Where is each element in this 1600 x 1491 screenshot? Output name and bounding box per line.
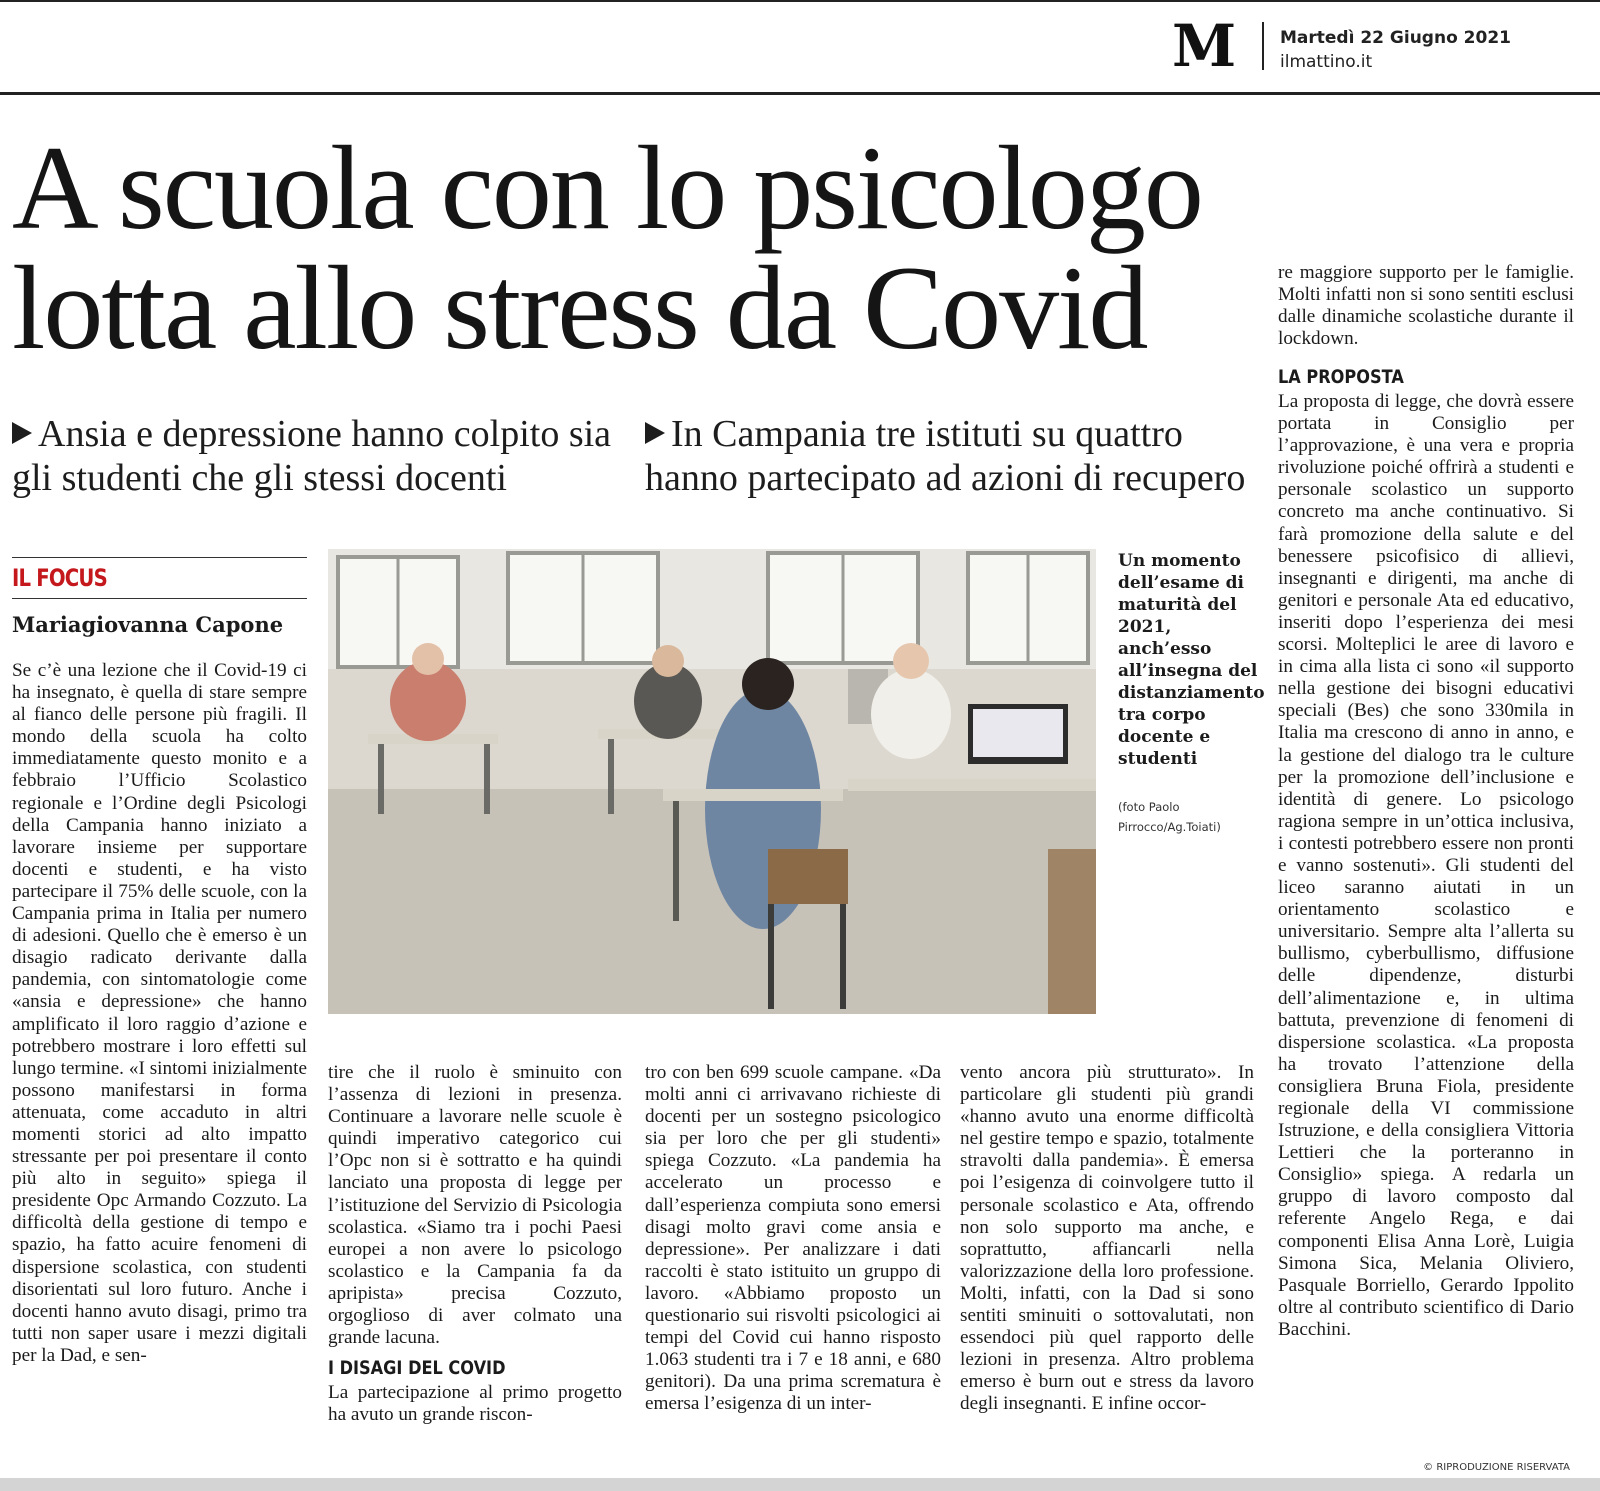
issue-date: Martedì 22 Giugno 2021 xyxy=(1280,28,1511,48)
body-column-1: Se c’è una lezione che il Covid-19 ci ha insegnato, è quella di stare sempre al fianco delle persone più fragili. Il mondo della scuola ha colto immediatamente questo monito e a febbraio l’Ufficio Scolastico regionale e l’Ordine degli Psicologi della Campania hanno iniziato a lavorare insieme per supportare docenti e studenti, e ha visto partecipare il 75% delle scuole, con la Campania prima in Italia per numero di adesioni. Quello che è emerso è un disagio radicato derivante dalla pandemia, con sintomatologie come «ansia e depressione» che hanno amplificato il loro raggio d’azione e potrebbero mostrare i loro effetti sul lungo termine. «I sintomi inizialmente possono manifestarsi in forma attenuata, come accaduto in altri momenti storici ad alto impatto stressante per poi presentare il conto più alto in seguito» spiega il presidente Opc Armando Cozzuto. La difficoltà della gestione di tempo e spazio, ha fatto acuire fenomeni di dispersione scolastica, con studenti disorientati sul loro futuro. Anche i docenti hanno avuto disagi, primo tra tutti non saper usare i mezzi digitali per la Dad, e sen- xyxy=(12,660,307,1366)
subhead-left xyxy=(12,412,632,500)
focus-label: IL FOCUS xyxy=(12,564,107,592)
masthead-separator xyxy=(1262,22,1264,70)
body-column-3: tro con ben 699 scuole campane. «Da molti anni ci arrivavano richieste di docenti per un sostegno psicologico sia per loro che per gli studenti» spiega Cozzuto. «La pandemia ha accelerato un processo e dall’esperienza compiuta sono emersi disagi molto gravi come ansia e depressione». Per analizzare i dati raccolti è stato istituito un gruppo di lavoro. «Abbiamo proposto un questionario sui risvolti psicologici ai tempi del Covid cui hanno risposto 1.063 studenti tra i 7 e 18 anni, e 680 genitori). Da una prima scrematura è emersa l’esigenza di un inter- xyxy=(645,1062,941,1415)
subhead-right xyxy=(645,412,1285,500)
focus-bottom-rule xyxy=(12,598,307,599)
author-byline: Mariagiovanna Capone xyxy=(12,612,284,637)
triangle-bullet-icon xyxy=(12,422,32,444)
body-column-2-continued: La partecipazione al primo progetto ha avuto un grande riscon- xyxy=(328,1382,622,1426)
copyright-notice: © RIPRODUZIONE RISERVATA xyxy=(1423,1462,1570,1473)
photo-credit: (foto Paolo Pirrocco/Ag.Toiati) xyxy=(1118,800,1221,834)
headline-line-2: lotta allo stress da Covid xyxy=(12,241,1147,374)
photo-caption: Un momento dell’esame di maturità del 2021, anch’esso all’insegna del distanziamento tra corpo docente e studenti xyxy=(1118,551,1265,769)
masthead-rule xyxy=(0,92,1600,95)
newspaper-logo: M xyxy=(1172,12,1233,80)
body-column-5: re maggiore supporto per le famiglie. Molti infatti non si sono sentiti esclusi dalle dinamiche scolastiche durante il lockdown. xyxy=(1278,262,1574,350)
headline-line-1: A scuola con lo psicologo xyxy=(12,121,1202,254)
top-rule xyxy=(0,0,1600,2)
subhead-right-text: In Campania tre istituti su quattro hanno partecipato ad azioni di recupero xyxy=(645,413,1246,499)
section-heading-proposta: LA PROPOSTA xyxy=(1278,366,1404,388)
classroom-photo xyxy=(328,549,1096,1014)
website: ilmattino.it xyxy=(1280,52,1373,72)
body-column-2: tire che il ruolo è sminuito con l’assenza di lezioni in presenza. Continuare a lavorare nelle scuole è quindi imperativo categorico cui l’Opc non si è sottratto e ha quindi lanciato una proposta di legge per l’istituzione del Servizio di Psicologia scolastica. «Siamo tra i pochi Paesi europei a non avere lo psicologo scolastico e la Campania fa da apripista» precisa Cozzuto, orgoglioso di aver colmato una grande lacuna. xyxy=(328,1062,622,1349)
bottom-bar xyxy=(0,1478,1600,1491)
body-column-4: vento ancora più strutturato». In particolare gli studenti più grandi «hanno avuto una enorme difficoltà nel gestire tempo e spazio, totalmente stravolti dalla pandemia». È emersa poi l’esigenza di coinvolgere tutto il personale scolastico e Ata, offrendo non solo supporto ma anche, e soprattutto, affiancarli nella valorizzazione della loro professione. Molti, infatti, con la Dad si sono sentiti sminuiti o sottovalutati, non essendoci più quel rapporto delle lezioni in presenza. Altro problema emerso è burn out e stress da lavoro degli insegnanti. E infine occor- xyxy=(960,1062,1254,1415)
subhead-left-text: Ansia e depressione hanno colpito sia gli studenti che gli stessi docenti xyxy=(12,413,612,499)
body-column-5-continued: La proposta di legge, che dovrà essere portata in Consiglio per l’approvazione, è una vera e propria rivoluzione poiché offrirà a studenti e personale scolastico un supporto concreto ma anche continuativo. Si farà promozione della salute e del benessere psicofisico di allievi, insegnanti e dirigenti, ma anche di genitori e personale Ata ed educativo, inseriti dopo l’esperienza dei mesi scorsi. Molteplici le aree di lavoro e in cima alla lista ci sono «il supporto nella gestione dei bisogni educativi speciali (Bes) che sono 330mila in Italia ma crescono di anno in anno, e la gestione del dialogo tra le culture per la promozione dell’inclusione e identità di genere. Lo psicologo ragiona sempre in un’ottica inclusiva, i contesti potrebbero essere non pronti e vanno sostenuti». Gli studenti del liceo saranno aiutati in un orientamento scolastico e universitario. Sempre alta l’allerta su bullismo, cyberbullismo, diffusione delle dipendenze, disturbi dell’alimentazione e, in ultima battuta, prevenzione di fenomeni di dispersione scolastica. «La proposta ha trovato l’attenzione della consigliera Bruna Fiola, presidente regionale della VI commissione Istruzione, e della consigliera Vittoria Lettieri che la porteranno in Consiglio» spiega. A redarla un gruppo di lavoro composto dal referente Angelo Rega, e dai componenti Elisa Anna Lorè, Luigia Simona Sica, Melania Oliviero, Pasquale Borriello, Gerardo Ippolito oltre al contributo scientifico di Dario Bacchini. xyxy=(1278,391,1574,1340)
classroom-photo-illustration xyxy=(328,549,1096,1014)
section-heading-disagi: I DISAGI DEL COVID xyxy=(328,1357,506,1379)
triangle-bullet-icon xyxy=(645,422,665,444)
headline xyxy=(12,121,1282,374)
focus-top-rule xyxy=(12,557,307,558)
